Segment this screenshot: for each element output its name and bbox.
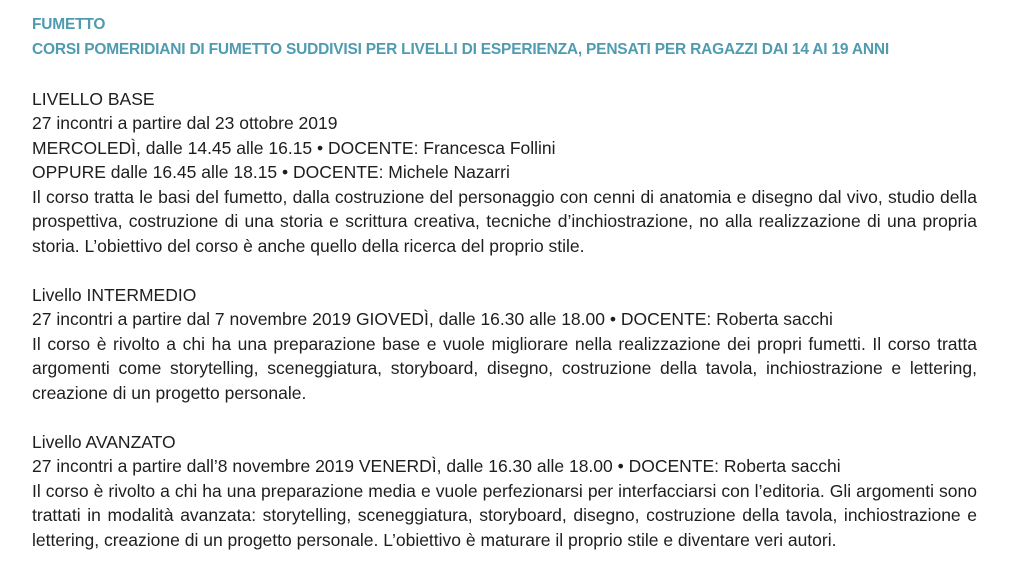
section-livello-avanzato: [32, 430, 977, 553]
section-description: Il corso è rivolto a chi ha una preparazione media e vuole perfezionarsi per interfacciarsi con l’editoria. Gli argomenti sono trattati in modalità avanzata: storytelling, sceneggiatura, storyboard, disegno, costruzione della tavola, inchiostrazione e lettering, creazione di un progetto personale. L’obiettivo è maturare il proprio stile e diventare veri autori.: [32, 480, 977, 550]
course-subtitle: CORSI POMERIDIANI DI FUMETTO SUDDIVISI PER LIVELLI DI ESPERIENZA, PENSATI PER RAGAZZI DAI 14 AI 19 ANNI: [32, 40, 889, 58]
section-schedule-line: MERCOLEDÌ, dalle 14.45 alle 16.15 • DOCENTE: Francesca Follini: [32, 137, 556, 158]
section-schedule-line: 27 incontri a partire dal 7 novembre 2019 GIOVEDÌ, dalle 16.30 alle 18.00 • DOCENTE: Roberta sacchi: [32, 309, 833, 329]
course-header: [32, 13, 977, 62]
section-description: Il corso tratta le basi del fumetto, dalla costruzione del personaggio con cenni di anatomia e disegno dal vivo, studio della prospettiva, costruzione di una storia e scrittura creativa, tecniche d’inchiostrazione, no alla realizzazione di una propria storia. L’obiettivo del corso è anche quello della ricerca del proprio stile.: [32, 186, 977, 256]
course-title: FUMETTO: [32, 16, 106, 33]
section-livello-base: [32, 87, 977, 259]
section-schedule-line: OPPURE dalle 16.45 alle 18.15 • DOCENTE: Michele Nazarri: [32, 162, 510, 182]
section-schedule-line: 27 incontri a partire dall’8 novembre 2019 VENERDÌ, dalle 16.30 alle 18.00 • DOCENTE: Roberta sacchi: [32, 456, 841, 476]
section-title: Livello INTERMEDIO: [32, 284, 197, 305]
section-description: Il corso è rivolto a chi ha una preparazione base e vuole migliorare nella realizzazione dei propri fumetti. Il corso tratta argomenti come storytelling, sceneggiatura, storyboard, disegno, costruzione della tavola, inchiostrazione e lettering, creazione di un progetto personale.: [32, 333, 977, 403]
section-title: Livello AVANZATO: [32, 431, 176, 452]
section-title: LIVELLO BASE: [32, 88, 155, 109]
section-livello-intermedio: [32, 283, 977, 406]
section-schedule-line: 27 incontri a partire dal 23 ottobre 2019: [32, 113, 338, 133]
